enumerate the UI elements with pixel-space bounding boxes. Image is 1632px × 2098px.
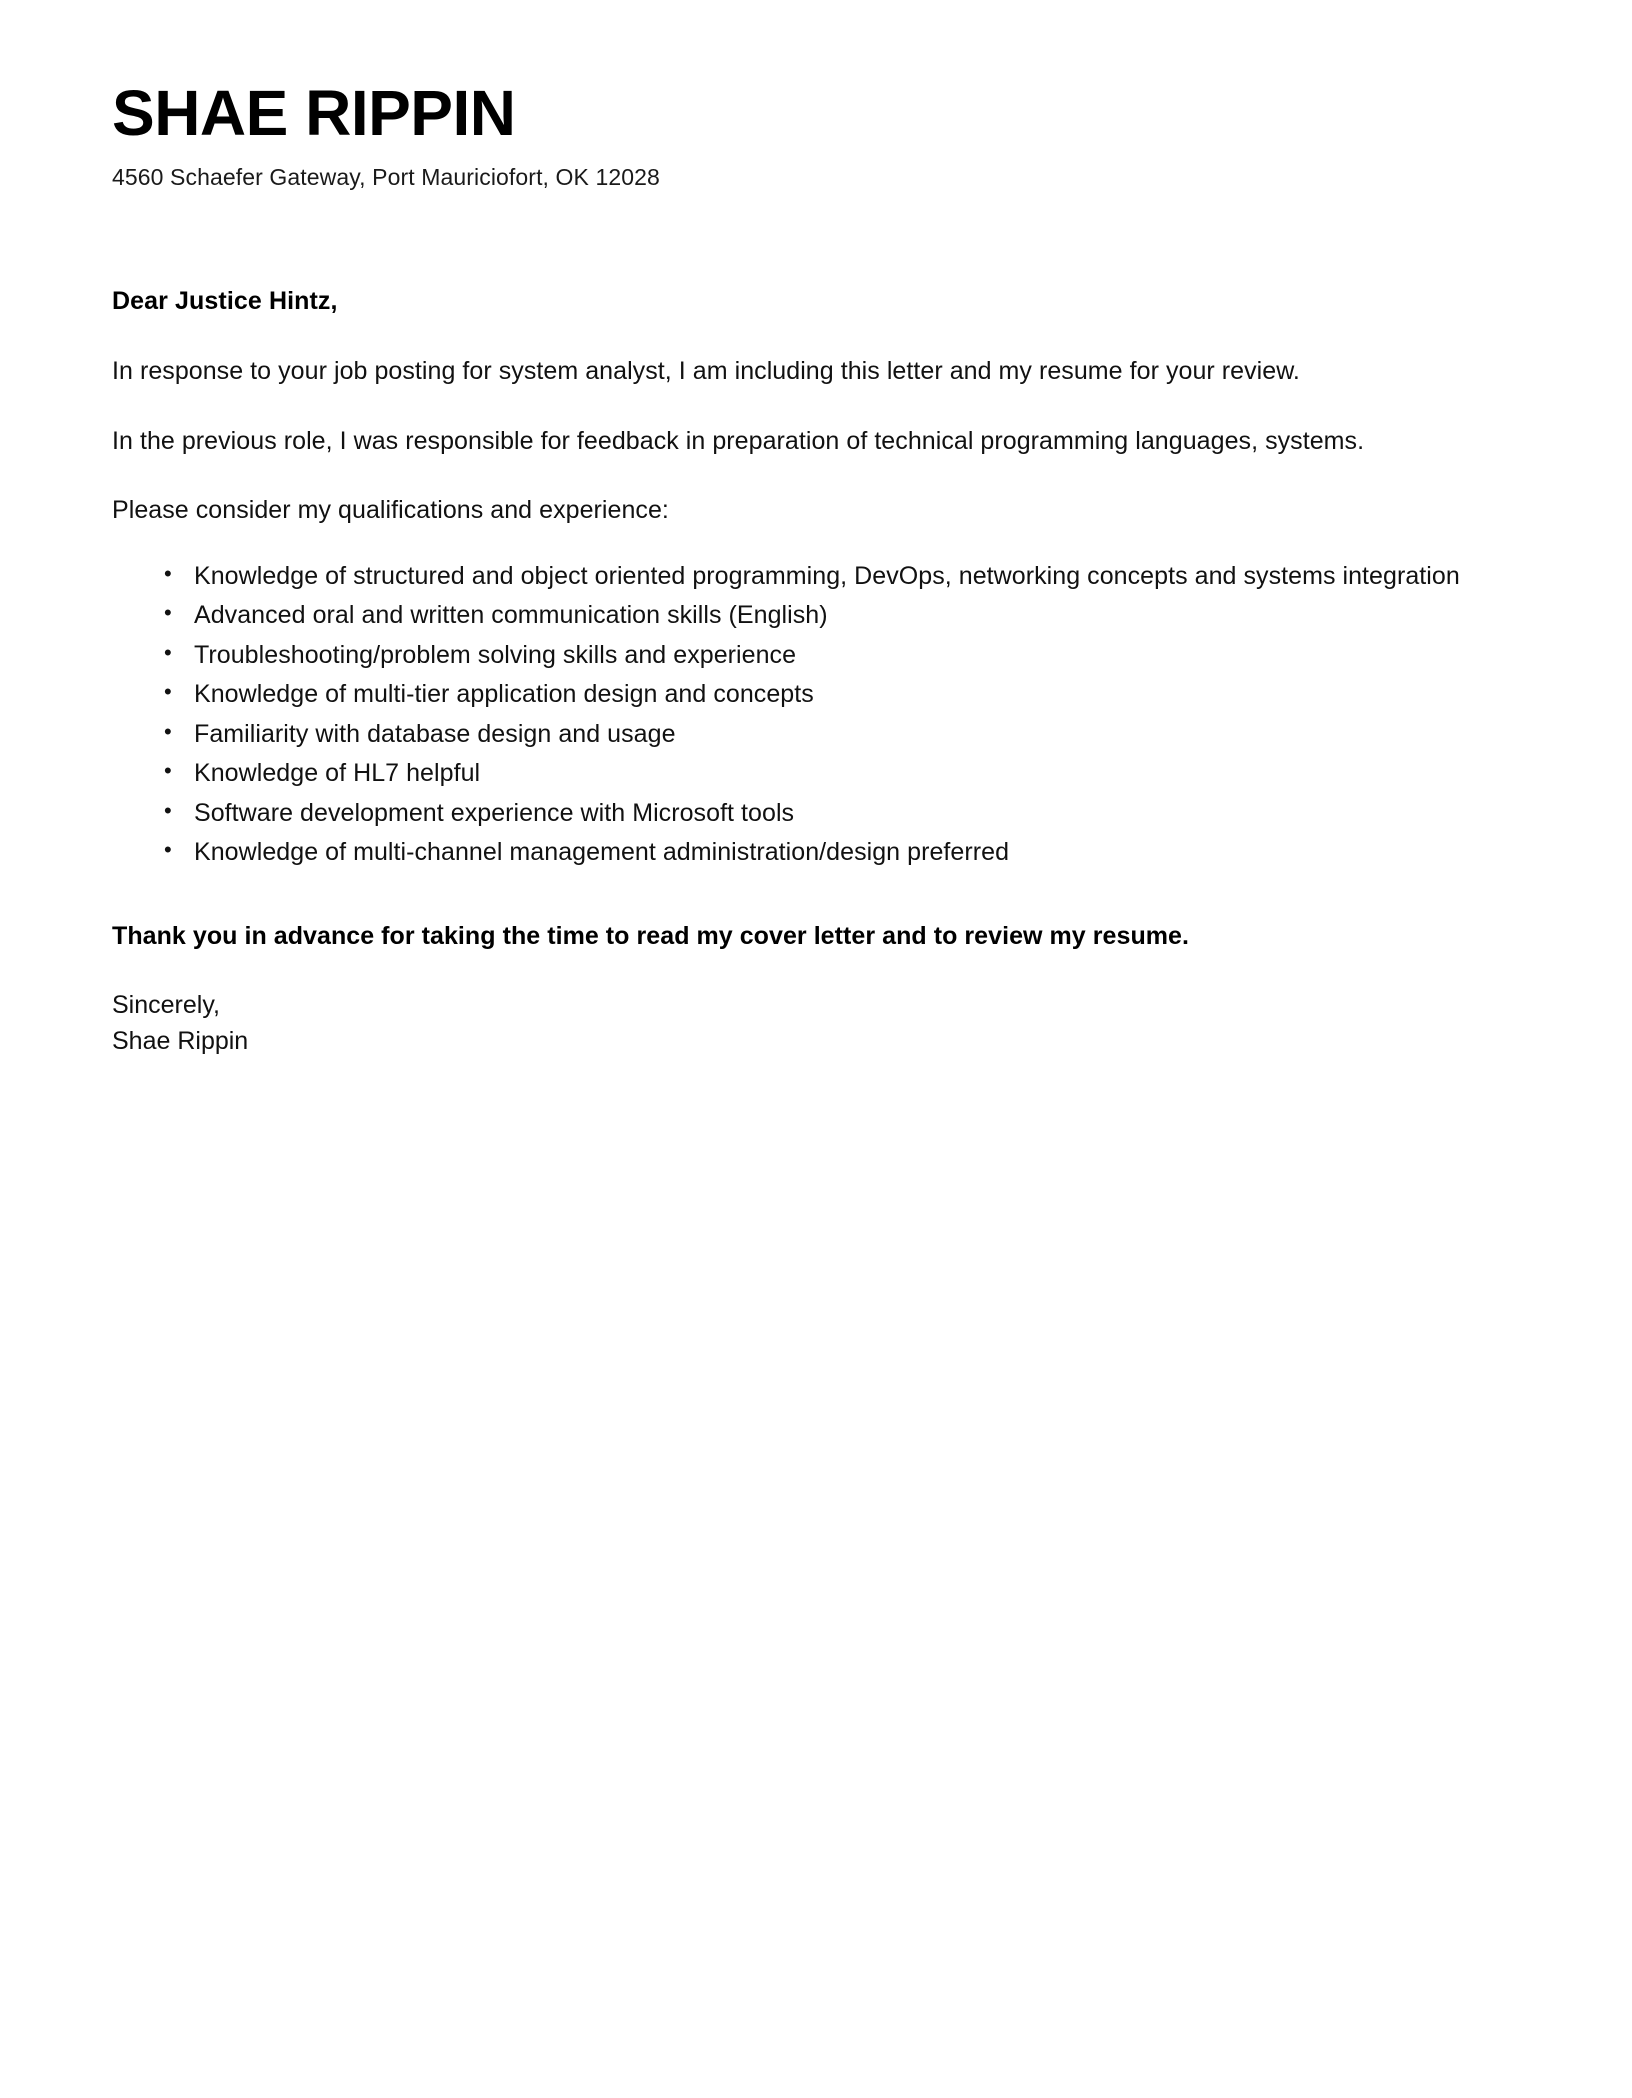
list-item: • Advanced oral and written communication skills (English)	[164, 598, 1520, 634]
qualifications-list	[112, 559, 1520, 871]
list-item: • Knowledge of multi-tier application design and concepts	[164, 677, 1520, 713]
sign-off: Sincerely,	[112, 991, 220, 1020]
list-item: • Knowledge of multi-channel management administration/design preferred	[164, 835, 1520, 871]
applicant-address: 4560 Schaefer Gateway, Port Mauriciofort, OK 12028	[112, 164, 660, 191]
list-item: • Troubleshooting/problem solving skills and experience	[164, 638, 1520, 674]
paragraph-experience: In the previous role, I was responsible for feedback in preparation of technical programming languages, systems.	[112, 426, 1365, 455]
list-item: • Knowledge of structured and object oriented programming, DevOps, networking concepts and systems integration	[164, 559, 1520, 595]
list-item: • Knowledge of HL7 helpful	[164, 756, 1520, 792]
paragraph-intro: In response to your job posting for system analyst, I am including this letter and my resume for your review.	[112, 357, 1300, 386]
closing-statement: Thank you in advance for taking the time to read my cover letter and to review my resume.	[112, 921, 1189, 950]
letter-body	[112, 287, 1520, 1059]
list-item: • Familiarity with database design and usage	[164, 717, 1520, 753]
paragraph-qualifications-intro: Please consider my qualifications and experience:	[112, 496, 669, 525]
salutation: Dear Justice Hintz,	[112, 287, 338, 316]
page-title: SHAE RIPPIN	[112, 77, 516, 149]
letter-header	[112, 77, 1520, 193]
signature-block	[112, 988, 1520, 1059]
signature-name: Shae Rippin	[112, 1026, 249, 1055]
list-item: • Software development experience with Microsoft tools	[164, 796, 1520, 832]
